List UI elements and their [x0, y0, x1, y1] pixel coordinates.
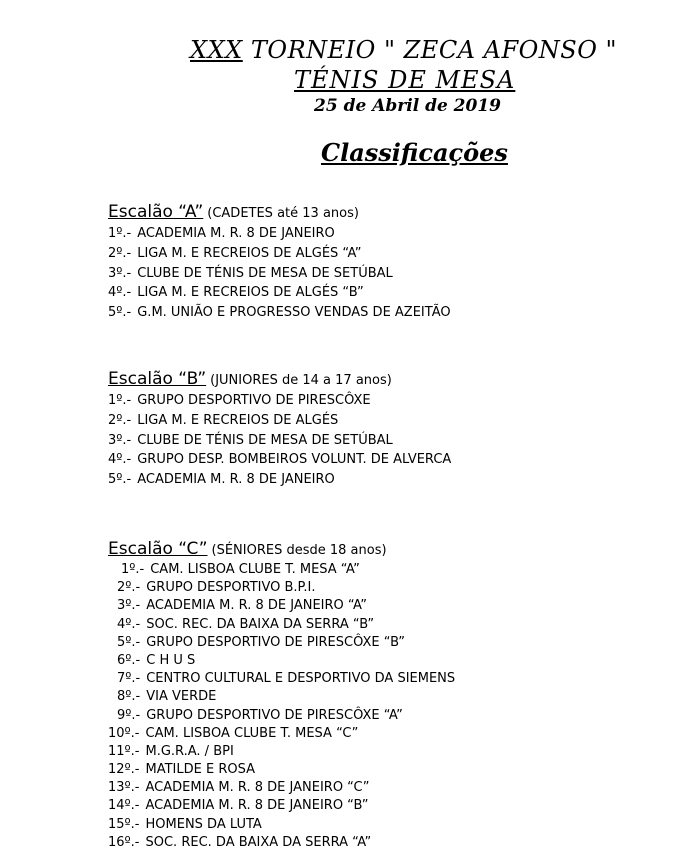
rank: 1º.-	[108, 226, 132, 241]
team-name: CAM. LISBOA CLUBE T. MESA “A”	[150, 562, 360, 577]
team-name: VIA VERDE	[146, 689, 217, 705]
list-item	[108, 470, 451, 490]
classifications-heading: Classificações	[321, 138, 508, 167]
team-name: ACADEMIA M. R. 8 DE JANEIRO	[137, 472, 335, 488]
section-a-note: (CADETES até 13 anos)	[207, 206, 359, 221]
team-name: CENTRO CULTURAL E DESPORTIVO DA SIEMENS	[146, 671, 456, 687]
team-name: MATILDE E ROSA	[145, 762, 255, 778]
rank: 2º.-	[108, 412, 132, 428]
team-name: LIGA M. E RECREIOS DE ALGÉS “B”	[137, 285, 364, 301]
list-item	[108, 634, 455, 652]
rank: 13º.-	[108, 780, 140, 796]
list-item	[108, 450, 451, 470]
rank: 3º.-	[108, 265, 132, 281]
rank: 2º.-	[117, 580, 141, 596]
rank: 14º.-	[108, 798, 140, 814]
sport-title: TÉNIS DE MESA	[294, 66, 516, 94]
list-item	[108, 761, 455, 779]
rank: 2º.-	[108, 245, 132, 261]
rank: 11º.-	[108, 743, 140, 759]
section-c-list	[108, 561, 455, 852]
list-item	[108, 431, 451, 451]
section-c-header	[108, 539, 387, 559]
rank: 5º.-	[117, 634, 141, 650]
rank: 3º.-	[108, 432, 132, 448]
team-name: CLUBE DE TÉNIS DE MESA DE SETÚBAL	[137, 432, 393, 448]
section-b-name: Escalão “B”	[108, 369, 207, 389]
list-item	[108, 264, 451, 284]
rank: 4º.-	[117, 616, 141, 632]
tournament-name: TORNEIO " ZECA AFONSO "	[242, 36, 618, 64]
section-c-note: (SÉNIORES desde 18 anos)	[211, 543, 387, 558]
team-name: M.G.R.A. / BPI	[145, 743, 234, 759]
section-c-name: Escalão “C”	[108, 539, 208, 559]
section-b-header	[108, 369, 392, 389]
team-name: ACADEMIA M. R. 8 DE JANEIRO “B”	[145, 798, 369, 814]
rank: 3º.-	[117, 598, 141, 614]
team-name: GRUPO DESPORTIVO DE PIRESCÔXE “A”	[146, 707, 403, 723]
team-name: SOC. REC. DA BAIXA DA SERRA “A”	[145, 834, 372, 850]
rank: 15º.-	[108, 816, 140, 832]
team-name: C H U S	[146, 652, 196, 668]
list-item	[108, 779, 455, 797]
list-item	[108, 303, 451, 323]
section-a-header	[108, 202, 359, 222]
section-a-list	[108, 224, 451, 323]
list-item	[108, 391, 451, 411]
list-item	[108, 244, 451, 264]
team-name: CAM. LISBOA CLUBE T. MESA “C”	[145, 725, 359, 741]
list-item	[108, 411, 451, 431]
team-name: CLUBE DE TÉNIS DE MESA DE SETÚBAL	[137, 265, 393, 281]
section-b-note: (JUNIORES de 14 a 17 anos)	[210, 373, 392, 388]
list-item	[108, 561, 455, 579]
list-item	[108, 743, 455, 761]
list-item	[108, 224, 451, 244]
team-name: HOMENS DA LUTA	[145, 816, 262, 832]
rank: 4º.-	[108, 452, 132, 468]
list-item	[108, 816, 455, 834]
rank: 9º.-	[117, 707, 141, 723]
team-name: LIGA M. E RECREIOS DE ALGÉS	[137, 412, 339, 428]
rank: 6º.-	[117, 652, 141, 668]
team-name: LIGA M. E RECREIOS DE ALGÉS “A”	[137, 245, 362, 261]
list-item	[108, 725, 455, 743]
list-item	[108, 652, 455, 670]
list-item	[108, 688, 455, 706]
team-name: GRUPO DESPORTIVO B.P.I.	[146, 580, 316, 596]
rank: 5º.-	[108, 472, 132, 488]
section-a-name: Escalão “A”	[108, 202, 204, 222]
rank: 5º.-	[108, 305, 132, 321]
rank: 1º.-	[108, 393, 132, 408]
tournament-title	[190, 36, 617, 64]
list-item	[108, 597, 455, 615]
rank: 16º.-	[108, 834, 140, 850]
team-name: ACADEMIA M. R. 8 DE JANEIRO “C”	[145, 780, 370, 796]
list-item	[108, 283, 451, 303]
event-date: 25 de Abril de 2019	[314, 96, 501, 116]
rank: 4º.-	[108, 285, 132, 301]
team-name: GRUPO DESP. BOMBEIROS VOLUNT. DE ALVERCA	[137, 452, 452, 468]
list-item	[108, 797, 455, 815]
list-item	[108, 707, 455, 725]
list-item	[108, 834, 455, 852]
rank: 10º.-	[108, 725, 140, 741]
team-name: ACADEMIA M. R. 8 DE JANEIRO	[137, 226, 335, 241]
section-b-list	[108, 391, 451, 490]
list-item	[108, 616, 455, 634]
team-name: GRUPO DESPORTIVO DE PIRESCÔXE “B”	[146, 634, 406, 650]
rank: 12º.-	[108, 762, 140, 778]
list-item	[108, 579, 455, 597]
rank: 1º.-	[121, 562, 145, 577]
team-name: G.M. UNIÃO E PROGRESSO VENDAS DE AZEITÃO	[137, 305, 451, 321]
team-name: GRUPO DESPORTIVO DE PIRESCÔXE	[137, 393, 371, 408]
team-name: SOC. REC. DA BAIXA DA SERRA “B”	[146, 616, 375, 632]
list-item	[108, 670, 455, 688]
team-name: ACADEMIA M. R. 8 DE JANEIRO “A”	[146, 598, 367, 614]
rank: 8º.-	[117, 689, 141, 705]
rank: 7º.-	[117, 671, 141, 687]
tournament-edition: XXX	[190, 36, 243, 64]
